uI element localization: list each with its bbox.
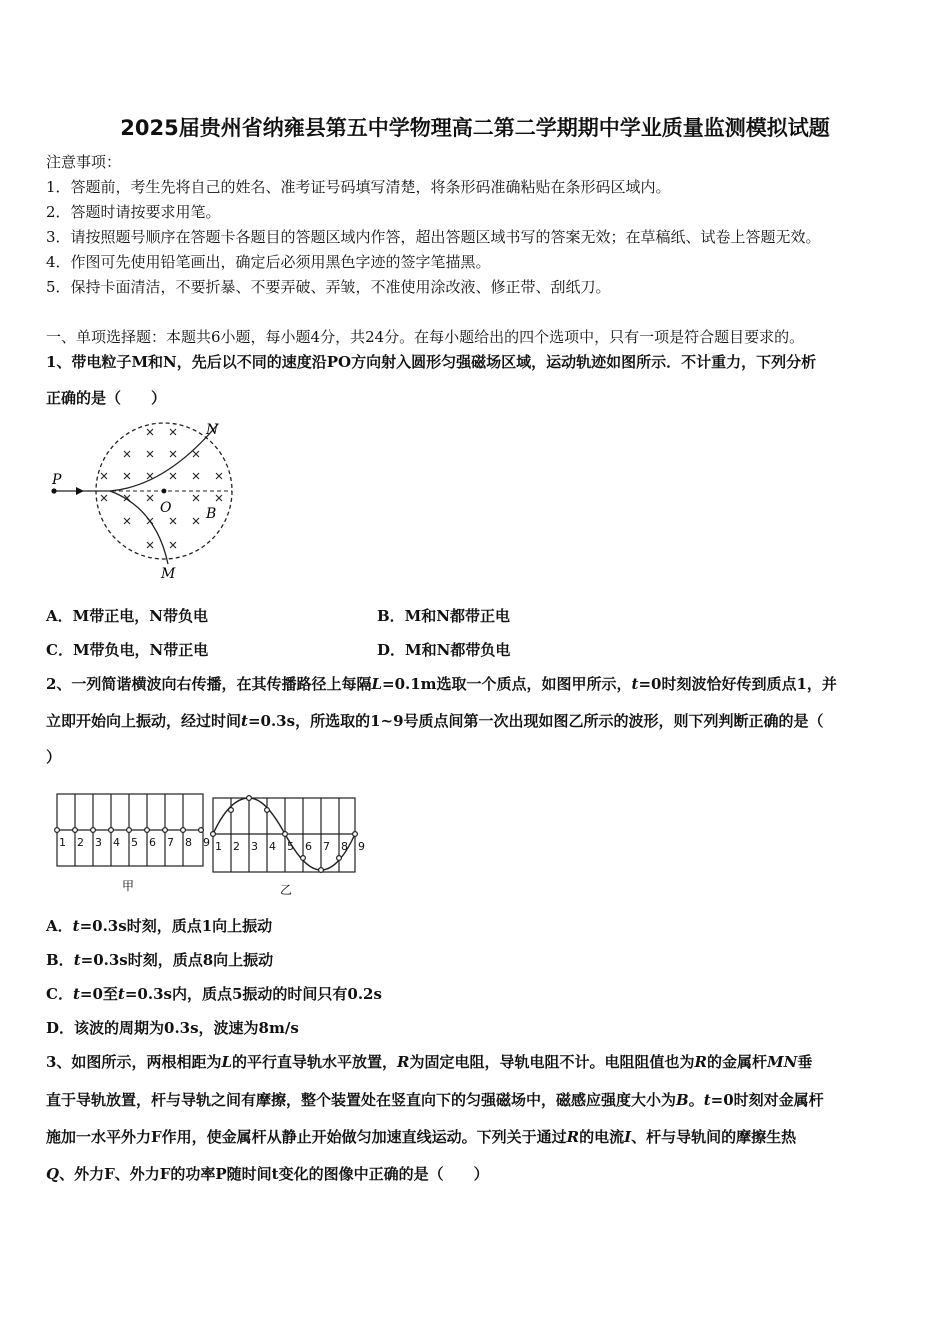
q2-stem-line1: 2、一列简谐横波向右传播，在其传播路径上每隔L=0.1m选取一个质点，如图甲所示，t=0时刻波恰好传到质点1，并 <box>46 675 837 693</box>
svg-text:3: 3 <box>251 840 258 853</box>
q1-option-a[interactable]: A．M带正电，N带负电 <box>46 607 208 625</box>
svg-text:2: 2 <box>233 840 240 853</box>
svg-text:4: 4 <box>113 836 120 849</box>
q2-option-a[interactable]: A．t=0.3s时刻，质点1向上振动 <box>46 917 273 935</box>
svg-text:6: 6 <box>149 836 156 849</box>
svg-text:5: 5 <box>287 840 294 853</box>
q3-stem-line4: Q、外力F、外力F的功率P随时间t变化的图像中正确的是（ ） <box>46 1165 489 1183</box>
figure-yi <box>211 796 358 873</box>
label-jia: 甲 <box>122 879 135 893</box>
label-p: P <box>52 472 62 488</box>
notice-item-5: 5．保持卡面清洁，不要折暴、不要弄破、弄皱，不准使用涂改液、修正带、刮纸刀。 <box>46 278 611 296</box>
label-yi: 乙 <box>280 883 293 897</box>
q2-stem-line3: ） <box>46 748 62 766</box>
q1-option-b[interactable]: B．M和N都带正电 <box>377 607 510 625</box>
label-m: M <box>161 566 176 582</box>
q1-stem-line2: 正确的是（ ） <box>46 389 167 407</box>
svg-text:6: 6 <box>305 840 312 853</box>
svg-text:9: 9 <box>203 836 210 849</box>
svg-text:7: 7 <box>323 840 330 853</box>
notice-heading: 注意事项： <box>46 153 122 171</box>
page-title: 2025届贵州省纳雍县第五中学物理高二第二学期期中学业质量监测模拟试题 <box>120 116 830 140</box>
notice-item-1: 1．答题前，考生先将自己的姓名、准考证号码填写清楚，将条形码准确粘贴在条形码区域内。 <box>46 178 671 196</box>
svg-text:1: 1 <box>215 840 222 853</box>
label-n: N <box>206 422 219 438</box>
svg-text:9: 9 <box>358 840 365 853</box>
label-o: O <box>160 500 172 516</box>
q2-option-c[interactable]: C．t=0至t=0.3s内，质点5振动的时间只有0.2s <box>46 985 382 1003</box>
figure-yi-numbers <box>215 840 365 853</box>
svg-text:3: 3 <box>95 836 102 849</box>
notice-item-4: 4．作图可先使用铅笔画出，确定后必须用黑色字迹的签字笔描黑。 <box>46 253 491 271</box>
arrow-head <box>76 487 84 495</box>
svg-text:5: 5 <box>131 836 138 849</box>
label-b: B <box>206 506 217 522</box>
q2-stem-line2: 立即开始向上振动，经过时间t=0.3s，所选取的1~9号质点间第一次出现如图乙所示的波形，则下列判断正确的是（ <box>46 712 824 730</box>
figure-jia <box>55 794 204 866</box>
point-o <box>162 489 167 494</box>
q1-stem-line1: 1、带电粒子M和N，先后以不同的速度沿PO方向射入圆形匀强磁场区域，运动轨迹如图所示．不计重力，下列分析 <box>46 353 817 371</box>
q2-wave-figure <box>50 790 370 898</box>
svg-text:7: 7 <box>167 836 174 849</box>
section-heading: 一、单项选择题：本题共6小题，每小题4分，共24分。在每小题给出的四个选项中，只有一项是符合题目要求的。 <box>46 328 805 346</box>
q2-option-d[interactable]: D．该波的周期为0.3s，波速为8m/s <box>46 1019 299 1037</box>
svg-text:2: 2 <box>77 836 84 849</box>
svg-text:1: 1 <box>59 836 66 849</box>
field-crosses <box>101 429 222 548</box>
q3-stem-line1: 3、如图所示，两根相距为L的平行直导轨水平放置，R为固定电阻，导轨电阻不计。电阻阻值也为R的金属杆MN垂 <box>46 1053 813 1071</box>
q1-option-d[interactable]: D．M和N都带负电 <box>377 641 511 659</box>
q3-stem-line2: 直于导轨放置，杆与导轨之间有摩擦，整个装置处在竖直向下的匀强磁场中，磁感应强度大小为B。t=0时刻对金属杆 <box>46 1091 824 1109</box>
figure-jia-numbers <box>59 836 210 849</box>
point-p <box>51 488 56 493</box>
notice-item-2: 2．答题时请按要求用笔。 <box>46 203 221 221</box>
q2-option-b[interactable]: B．t=0.3s时刻，质点8向上振动 <box>46 951 274 969</box>
svg-text:4: 4 <box>269 840 276 853</box>
notice-item-3: 3．请按照题号顺序在答题卡各题目的答题区域内作答，超出答题区域书写的答案无效；在草稿纸、试卷上答题无效。 <box>46 228 821 246</box>
svg-text:8: 8 <box>185 836 192 849</box>
q1-magnetic-field-figure <box>46 418 246 583</box>
svg-text:8: 8 <box>341 840 348 853</box>
q3-stem-line3: 施加一水平外力F作用，使金属杆从静止开始做匀加速直线运动。下列关于通过R的电流I、杆与导轨间的摩擦生热 <box>46 1128 797 1146</box>
q1-option-c[interactable]: C．M带负电，N带正电 <box>46 641 209 659</box>
